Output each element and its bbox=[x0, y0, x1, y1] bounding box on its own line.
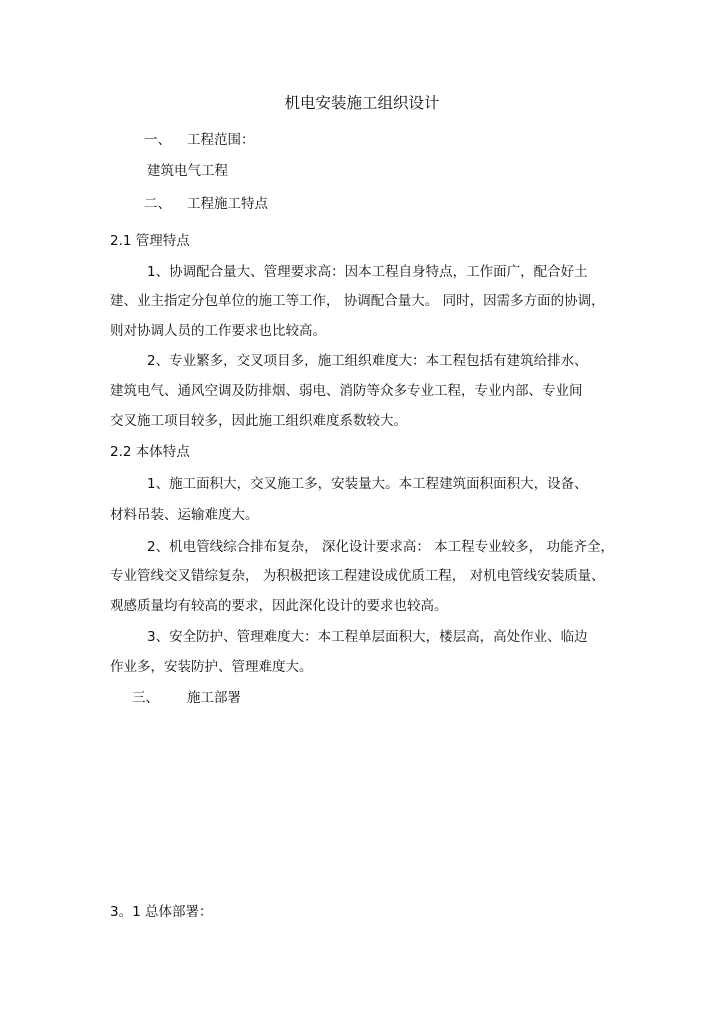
page-title: 机电安装施工组织设计 bbox=[284, 94, 440, 112]
para-2-2-1-line-2: 材料吊装、运输难度大。 bbox=[110, 507, 259, 523]
para-2-1-2-line-2: 建筑电气、通风空调及防排烟、弱电、消防等众多专业工程，专业内部、专业间 bbox=[110, 383, 583, 399]
para-2-2-2-line-1: 2、机电管线综合排布复杂， 深化设计要求高： 本工程专业较多， 功能齐全， bbox=[147, 539, 614, 555]
para-2-2-2-line-2: 专业管线交叉错综复杂， 为积极把该工程建设成优质工程， 对机电管线安装质量、 bbox=[110, 568, 605, 584]
para-2-1-1-line-2: 建、业主指定分包单位的施工等工作， 协调配合量大。 同时，因需多方面的协调， bbox=[110, 293, 605, 309]
para-2-2-3-line-2: 作业多，安装防护、管理难度大。 bbox=[110, 659, 313, 675]
para-2-2-1-line-1: 1、施工面积大，交叉施工多，安装量大。本工程建筑面积面积大，设备、 bbox=[147, 476, 588, 492]
section-1-content: 建筑电气工程 bbox=[147, 163, 228, 179]
section-2-number: 二、 bbox=[144, 196, 171, 212]
para-2-1-2-line-3: 交叉施工项目较多，因此施工组织难度系数较大。 bbox=[110, 413, 407, 429]
section-2-heading: 工程施工特点 bbox=[187, 196, 268, 212]
para-2-2-3-line-1: 3、安全防护、管理难度大：本工程单层面积大，楼层高，高处作业、临边 bbox=[147, 629, 588, 645]
subsection-2-1-heading: 2.1 管理特点 bbox=[110, 233, 190, 249]
section-3-number: 三、 bbox=[132, 690, 159, 706]
section-3-heading: 施工部署 bbox=[187, 690, 241, 706]
section-1-number: 一、 bbox=[144, 132, 171, 148]
para-2-1-1-line-3: 则对协调人员的工作要求也比较高。 bbox=[110, 323, 326, 339]
para-2-1-1-line-1: 1、协调配合量大、管理要求高：因本工程自身特点，工作面广，配合好土 bbox=[147, 264, 588, 280]
para-2-2-2-line-3: 观感质量均有较高的要求，因此深化设计的要求也较高。 bbox=[110, 598, 448, 614]
subsection-3-1-heading: 3。1 总体部署： bbox=[110, 904, 213, 920]
section-1-heading: 工程范围： bbox=[187, 132, 255, 148]
para-2-1-2-line-1: 2、专业繁多，交叉项目多，施工组织难度大：本工程包括有建筑给排水、 bbox=[147, 353, 588, 369]
subsection-2-2-heading: 2.2 本体特点 bbox=[110, 444, 190, 460]
